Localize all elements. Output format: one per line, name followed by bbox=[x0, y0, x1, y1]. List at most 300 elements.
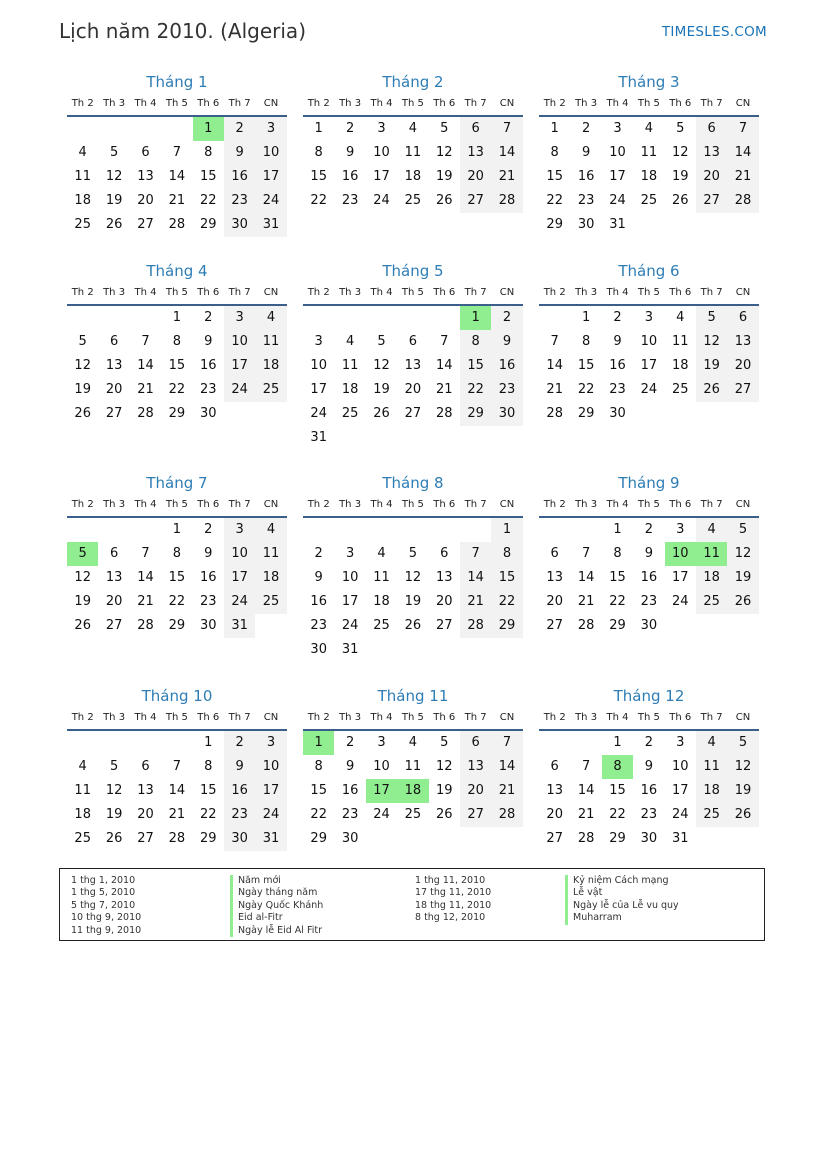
legend-dates-col-1 bbox=[71, 875, 141, 937]
day-cell: 4 bbox=[255, 306, 286, 330]
day-grid bbox=[303, 117, 523, 213]
day-cell: 15 bbox=[199, 169, 217, 184]
day-cell: 14 bbox=[491, 141, 522, 165]
day-cell: 22 bbox=[168, 382, 186, 397]
day-cell: 16 bbox=[640, 570, 658, 585]
day-cell: 1 bbox=[613, 522, 622, 537]
weekday-label: Th 3 bbox=[575, 499, 598, 510]
day-cell: 11 bbox=[373, 570, 390, 585]
day-cell: 13 bbox=[137, 783, 154, 798]
weekday-label: Th 6 bbox=[433, 712, 456, 723]
empty-cell bbox=[429, 827, 460, 851]
day-cell: 24 bbox=[341, 618, 359, 633]
legend-holiday-name: Ngày Quốc Khánh bbox=[230, 900, 323, 912]
day-cell: 23 bbox=[224, 803, 255, 827]
legend-holiday-name: Kỷ niệm Cách mạng bbox=[565, 875, 679, 887]
day-cell: 20 bbox=[546, 594, 563, 609]
day-cell: 15 bbox=[168, 570, 186, 585]
empty-cell bbox=[98, 306, 129, 330]
weekday-label: Th 7 bbox=[464, 287, 487, 298]
empty-cell bbox=[397, 426, 428, 450]
day-cell: 19 bbox=[373, 382, 390, 397]
weekday-label: Th 4 bbox=[606, 98, 629, 109]
empty-cell bbox=[539, 518, 570, 542]
day-cell: 13 bbox=[460, 141, 491, 165]
day-cell: 8 bbox=[314, 145, 323, 160]
day-cell: 3 bbox=[255, 117, 286, 141]
day-cell: 21 bbox=[491, 165, 522, 189]
day-cell: 21 bbox=[460, 590, 491, 614]
day-cell: 5 bbox=[676, 121, 685, 136]
weekday-header bbox=[303, 285, 523, 301]
day-cell: 8 bbox=[491, 542, 522, 566]
weekday-label: Th 2 bbox=[71, 712, 94, 723]
day-cell: 4 bbox=[345, 334, 355, 349]
day-cell: 25 bbox=[404, 193, 422, 208]
empty-cell bbox=[429, 638, 460, 662]
day-cell: 19 bbox=[105, 193, 123, 208]
day-cell: 30 bbox=[199, 406, 217, 421]
empty-cell bbox=[696, 402, 727, 426]
month-12 bbox=[539, 686, 759, 851]
day-cell: 14 bbox=[727, 141, 758, 165]
weekday-label: Th 3 bbox=[339, 98, 362, 109]
day-cell: 15 bbox=[310, 169, 327, 184]
weekday-label: Th 3 bbox=[339, 499, 362, 510]
day-cell: 26 bbox=[435, 807, 453, 822]
day-cell: 27 bbox=[137, 831, 154, 846]
weekday-label: Th 7 bbox=[700, 287, 723, 298]
empty-cell bbox=[67, 117, 98, 141]
day-cell: 24 bbox=[671, 594, 689, 609]
day-cell: 27 bbox=[460, 189, 491, 213]
weekday-label: Th 2 bbox=[543, 712, 566, 723]
day-cell: 2 bbox=[613, 310, 622, 325]
day-cell: 14 bbox=[577, 570, 595, 585]
page-title: Lịch năm 2010. (Algeria) bbox=[59, 19, 306, 43]
empty-cell bbox=[397, 518, 428, 542]
day-cell: 29 bbox=[460, 402, 491, 426]
day-cell: 16 bbox=[640, 783, 658, 798]
empty-cell bbox=[334, 426, 365, 450]
day-cell: 5 bbox=[109, 759, 119, 774]
weekday-label: Th 6 bbox=[433, 287, 456, 298]
day-cell: 9 bbox=[204, 334, 213, 349]
day-cell: 7 bbox=[491, 731, 522, 755]
empty-cell bbox=[429, 518, 460, 542]
weekday-label: Th 6 bbox=[433, 98, 456, 109]
weekday-label: Th 6 bbox=[197, 287, 220, 298]
month-title: Tháng 10 bbox=[141, 687, 213, 705]
day-cell: 1 bbox=[303, 731, 334, 755]
day-cell: 23 bbox=[224, 189, 255, 213]
day-cell: 15 bbox=[199, 783, 217, 798]
day-cell: 8 bbox=[581, 334, 591, 349]
legend-date: 1 thg 11, 2010 bbox=[415, 875, 486, 886]
day-cell: 27 bbox=[105, 618, 123, 633]
empty-cell bbox=[334, 306, 365, 330]
day-cell: 20 bbox=[105, 594, 123, 609]
weekday-label: Th 2 bbox=[307, 287, 330, 298]
day-cell: 7 bbox=[460, 542, 491, 566]
weekday-label: Th 6 bbox=[197, 712, 220, 723]
day-cell: 6 bbox=[727, 306, 758, 330]
day-cell: 26 bbox=[696, 378, 727, 402]
day-cell: 15 bbox=[546, 169, 563, 184]
weekday-label: Th 5 bbox=[165, 98, 188, 109]
empty-cell bbox=[633, 213, 664, 237]
day-cell: 4 bbox=[78, 145, 87, 160]
day-cell: 28 bbox=[577, 831, 595, 846]
month-title: Tháng 6 bbox=[618, 262, 680, 280]
day-cell: 12 bbox=[74, 570, 91, 585]
weekday-label: Th 6 bbox=[197, 499, 220, 510]
month-title: Tháng 2 bbox=[382, 73, 444, 91]
day-cell: 27 bbox=[460, 803, 491, 827]
day-cell: 24 bbox=[224, 378, 255, 402]
day-cell: 28 bbox=[727, 189, 758, 213]
day-cell: 3 bbox=[676, 735, 685, 750]
day-cell: 29 bbox=[310, 831, 327, 846]
day-cell: 19 bbox=[671, 169, 689, 184]
day-cell: 12 bbox=[105, 783, 123, 798]
day-cell: 29 bbox=[609, 831, 626, 846]
day-cell: 3 bbox=[377, 735, 386, 750]
day-cell: 12 bbox=[696, 330, 727, 354]
weekday-label: Th 7 bbox=[464, 499, 487, 510]
day-cell: 18 bbox=[255, 354, 286, 378]
day-grid bbox=[303, 306, 523, 450]
day-cell: 9 bbox=[613, 334, 622, 349]
day-cell: 26 bbox=[105, 217, 123, 232]
weekday-header bbox=[303, 710, 523, 726]
day-cell: 27 bbox=[404, 406, 422, 421]
day-cell: 9 bbox=[314, 570, 323, 585]
weekday-header bbox=[539, 710, 759, 726]
weekday-label: Th 5 bbox=[401, 98, 424, 109]
day-cell: 1 bbox=[550, 121, 559, 136]
day-cell: 12 bbox=[727, 755, 758, 779]
day-cell: 9 bbox=[644, 546, 653, 561]
day-cell: 20 bbox=[404, 382, 422, 397]
weekday-label: CN bbox=[499, 98, 515, 109]
weekday-label: Th 6 bbox=[669, 499, 692, 510]
day-cell: 11 bbox=[696, 755, 727, 779]
day-cell: 3 bbox=[345, 546, 355, 561]
day-cell: 20 bbox=[460, 779, 491, 803]
day-cell: 21 bbox=[168, 193, 186, 208]
weekday-label: Th 4 bbox=[370, 499, 393, 510]
month-10 bbox=[67, 686, 287, 851]
day-cell: 3 bbox=[224, 306, 255, 330]
empty-cell bbox=[491, 426, 522, 450]
legend-date: 10 thg 9, 2010 bbox=[71, 912, 142, 924]
day-cell: 19 bbox=[435, 169, 453, 184]
day-cell: 1 bbox=[491, 518, 522, 542]
weekday-label: Th 6 bbox=[669, 98, 692, 109]
empty-cell bbox=[98, 518, 129, 542]
weekday-label: CN bbox=[735, 499, 751, 510]
day-cell: 20 bbox=[460, 165, 491, 189]
empty-cell bbox=[727, 402, 758, 426]
day-cell: 12 bbox=[435, 145, 453, 160]
day-cell: 14 bbox=[168, 783, 186, 798]
day-cell: 30 bbox=[640, 618, 658, 633]
weekday-label: Th 3 bbox=[339, 287, 362, 298]
day-cell: 8 bbox=[314, 759, 323, 774]
day-cell: 3 bbox=[644, 310, 653, 325]
empty-cell bbox=[727, 213, 758, 237]
day-cell: 26 bbox=[727, 803, 758, 827]
weekday-label: Th 2 bbox=[543, 287, 566, 298]
day-cell: 1 bbox=[314, 121, 323, 136]
day-cell: 11 bbox=[255, 542, 286, 566]
day-cell: 2 bbox=[581, 121, 591, 136]
weekday-header bbox=[67, 285, 287, 301]
day-cell: 5 bbox=[727, 518, 758, 542]
weekday-label: Th 5 bbox=[401, 287, 424, 298]
empty-cell bbox=[67, 731, 98, 755]
day-cell: 7 bbox=[172, 145, 181, 160]
day-cell: 2 bbox=[224, 731, 255, 755]
month-title: Tháng 5 bbox=[382, 262, 444, 280]
empty-cell bbox=[161, 731, 192, 755]
day-cell: 31 bbox=[341, 642, 359, 657]
day-cell: 3 bbox=[224, 518, 255, 542]
day-cell: 30 bbox=[640, 831, 658, 846]
day-cell: 29 bbox=[609, 618, 626, 633]
weekday-label: Th 3 bbox=[575, 712, 598, 723]
month-7 bbox=[67, 473, 287, 638]
day-grid bbox=[67, 731, 287, 851]
weekday-label: CN bbox=[263, 98, 279, 109]
day-cell: 19 bbox=[727, 779, 758, 803]
day-cell: 26 bbox=[74, 406, 91, 421]
day-cell: 6 bbox=[550, 759, 559, 774]
empty-cell bbox=[130, 518, 161, 542]
day-cell: 27 bbox=[435, 618, 453, 633]
day-cell: 1 bbox=[204, 735, 213, 750]
day-cell: 28 bbox=[460, 614, 491, 638]
day-cell: 2 bbox=[204, 310, 213, 325]
day-cell: 2 bbox=[204, 522, 213, 537]
weekday-label: Th 4 bbox=[606, 287, 629, 298]
day-cell: 16 bbox=[609, 358, 626, 373]
weekday-label: Th 2 bbox=[71, 499, 94, 510]
day-cell: 10 bbox=[640, 334, 658, 349]
empty-cell bbox=[539, 731, 570, 755]
day-cell: 23 bbox=[199, 382, 217, 397]
weekday-label: Th 6 bbox=[669, 712, 692, 723]
day-cell: 2 bbox=[491, 306, 522, 330]
day-cell: 10 bbox=[310, 358, 327, 373]
day-cell: 18 bbox=[373, 594, 390, 609]
day-cell: 27 bbox=[546, 618, 563, 633]
day-cell: 20 bbox=[727, 354, 758, 378]
day-cell: 19 bbox=[696, 354, 727, 378]
day-cell: 15 bbox=[310, 783, 327, 798]
empty-cell bbox=[460, 827, 491, 851]
day-cell: 13 bbox=[696, 141, 727, 165]
day-cell: 9 bbox=[581, 145, 591, 160]
day-cell: 3 bbox=[613, 121, 622, 136]
weekday-label: Th 7 bbox=[228, 98, 251, 109]
day-cell: 25 bbox=[373, 618, 390, 633]
weekday-label: Th 4 bbox=[134, 712, 157, 723]
day-cell: 23 bbox=[341, 807, 359, 822]
day-cell: 5 bbox=[78, 334, 87, 349]
day-cell: 4 bbox=[676, 310, 685, 325]
empty-cell bbox=[255, 402, 286, 426]
day-cell: 15 bbox=[577, 358, 595, 373]
day-cell: 26 bbox=[105, 831, 123, 846]
day-cell: 4 bbox=[255, 518, 286, 542]
day-cell: 17 bbox=[224, 354, 255, 378]
day-cell: 5 bbox=[440, 735, 449, 750]
day-cell: 20 bbox=[137, 807, 154, 822]
empty-cell bbox=[460, 518, 491, 542]
day-cell: 13 bbox=[105, 358, 123, 373]
day-cell: 11 bbox=[74, 783, 91, 798]
site-link[interactable]: TIMESLES.COM bbox=[661, 24, 767, 40]
day-cell: 28 bbox=[491, 803, 522, 827]
day-cell: 8 bbox=[172, 546, 181, 561]
day-cell: 13 bbox=[546, 570, 563, 585]
day-cell: 7 bbox=[727, 117, 758, 141]
day-cell: 10 bbox=[671, 759, 689, 774]
day-cell: 16 bbox=[199, 570, 217, 585]
weekday-header bbox=[539, 96, 759, 112]
day-cell: 21 bbox=[435, 382, 453, 397]
day-cell: 1 bbox=[581, 310, 591, 325]
day-cell: 16 bbox=[224, 779, 255, 803]
day-cell: 16 bbox=[224, 165, 255, 189]
weekday-label: Th 4 bbox=[370, 98, 393, 109]
day-cell: 24 bbox=[224, 590, 255, 614]
month-title: Tháng 12 bbox=[613, 687, 685, 705]
day-grid bbox=[303, 731, 523, 851]
day-cell: 16 bbox=[577, 169, 595, 184]
day-cell: 1 bbox=[613, 735, 622, 750]
day-cell: 8 bbox=[204, 145, 213, 160]
month-title: Tháng 1 bbox=[146, 73, 208, 91]
day-cell: 15 bbox=[460, 354, 491, 378]
day-cell: 12 bbox=[74, 358, 91, 373]
day-grid bbox=[539, 518, 759, 638]
day-cell: 4 bbox=[408, 121, 417, 136]
day-cell: 12 bbox=[373, 358, 390, 373]
day-cell: 10 bbox=[665, 542, 696, 566]
legend-date: 1 thg 1, 2010 bbox=[71, 875, 136, 886]
weekday-label: Th 3 bbox=[575, 287, 598, 298]
day-cell: 3 bbox=[676, 522, 685, 537]
day-cell: 6 bbox=[141, 145, 150, 160]
empty-cell bbox=[98, 731, 129, 755]
weekday-label: Th 7 bbox=[228, 287, 251, 298]
day-cell: 5 bbox=[727, 731, 758, 755]
weekday-label: Th 3 bbox=[103, 712, 126, 723]
day-cell: 28 bbox=[137, 618, 154, 633]
day-cell: 8 bbox=[460, 330, 491, 354]
day-cell: 11 bbox=[696, 542, 727, 566]
day-cell: 18 bbox=[671, 358, 689, 373]
day-cell: 27 bbox=[105, 406, 123, 421]
day-cell: 26 bbox=[435, 193, 453, 208]
day-grid bbox=[303, 518, 523, 662]
day-cell: 29 bbox=[546, 217, 563, 232]
day-cell: 22 bbox=[310, 193, 327, 208]
weekday-label: Th 5 bbox=[637, 287, 660, 298]
day-cell: 18 bbox=[341, 382, 359, 397]
weekday-label: Th 6 bbox=[433, 499, 456, 510]
empty-cell bbox=[130, 731, 161, 755]
day-cell: 19 bbox=[74, 594, 91, 609]
day-cell: 16 bbox=[491, 354, 522, 378]
day-cell: 24 bbox=[609, 193, 626, 208]
day-cell: 28 bbox=[546, 406, 563, 421]
month-8 bbox=[303, 473, 523, 662]
day-cell: 29 bbox=[168, 618, 186, 633]
day-cell: 25 bbox=[696, 803, 727, 827]
weekday-label: Th 5 bbox=[165, 287, 188, 298]
legend-date: 17 thg 11, 2010 bbox=[415, 887, 492, 899]
day-cell: 25 bbox=[74, 217, 91, 232]
day-cell: 22 bbox=[577, 382, 595, 397]
day-cell: 12 bbox=[727, 542, 758, 566]
weekday-label: CN bbox=[499, 712, 515, 723]
empty-cell bbox=[491, 827, 522, 851]
weekday-label: Th 2 bbox=[307, 712, 330, 723]
day-cell: 17 bbox=[373, 169, 390, 184]
day-cell: 21 bbox=[546, 382, 563, 397]
weekday-label: CN bbox=[263, 712, 279, 723]
empty-cell bbox=[570, 731, 601, 755]
empty-cell bbox=[491, 638, 522, 662]
day-cell: 22 bbox=[310, 807, 327, 822]
empty-cell bbox=[429, 306, 460, 330]
day-cell: 18 bbox=[74, 193, 91, 208]
day-cell: 4 bbox=[408, 735, 417, 750]
day-cell: 17 bbox=[640, 358, 658, 373]
weekday-label: Th 4 bbox=[606, 499, 629, 510]
day-cell: 12 bbox=[404, 570, 422, 585]
day-cell: 24 bbox=[255, 189, 286, 213]
day-cell: 25 bbox=[671, 382, 689, 397]
day-cell: 12 bbox=[435, 759, 453, 774]
day-cell: 18 bbox=[404, 169, 422, 184]
day-cell: 25 bbox=[404, 807, 422, 822]
empty-cell bbox=[130, 117, 161, 141]
day-cell: 5 bbox=[377, 334, 386, 349]
day-cell: 7 bbox=[172, 759, 181, 774]
day-cell: 9 bbox=[345, 759, 355, 774]
day-cell: 8 bbox=[172, 334, 181, 349]
empty-cell bbox=[161, 117, 192, 141]
day-cell: 2 bbox=[224, 117, 255, 141]
empty-cell bbox=[460, 638, 491, 662]
day-cell: 6 bbox=[109, 546, 119, 561]
day-cell: 6 bbox=[460, 117, 491, 141]
empty-cell bbox=[665, 213, 696, 237]
month-3 bbox=[539, 72, 759, 237]
weekday-label: Th 2 bbox=[307, 98, 330, 109]
day-cell: 18 bbox=[696, 779, 727, 803]
day-cell: 16 bbox=[341, 169, 359, 184]
weekday-label: Th 7 bbox=[464, 98, 487, 109]
day-cell: 8 bbox=[550, 145, 559, 160]
day-cell: 20 bbox=[105, 382, 123, 397]
day-cell: 23 bbox=[491, 378, 522, 402]
